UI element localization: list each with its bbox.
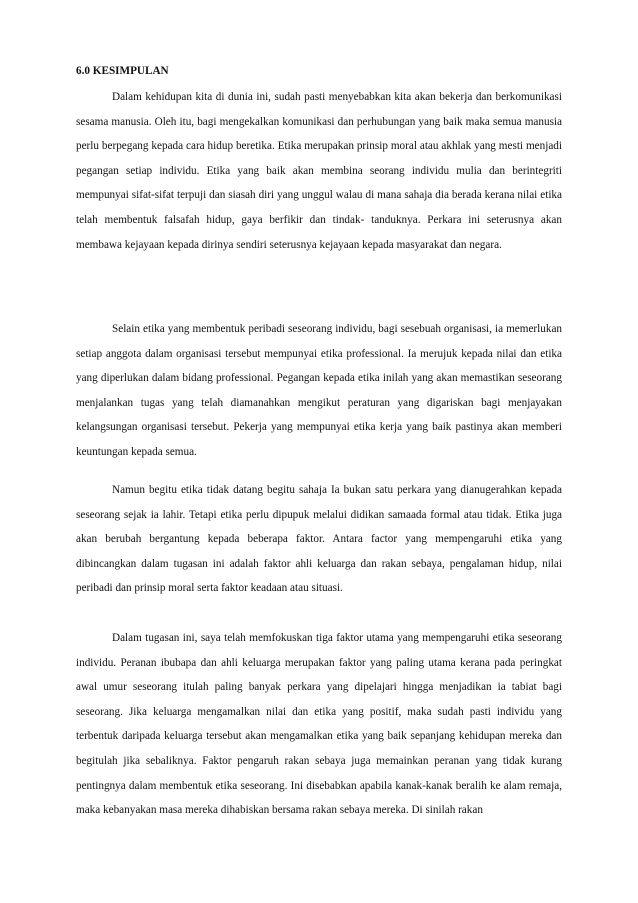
paragraph-4: Dalam tugasan ini, saya telah memfokuskan tiga faktor utama yang mempengaruhi etika seseorang individu. Peranan ibubapa dan ahli keluarga merupakan faktor yang paling utama kerana pada peringkat awal umur seseorang itulah paling banyak perkara yang dipelajari hingga menjadikan ia tabiat bagi seseorang. Jika keluarga mengamalkan nilai dan etika yang positif, maka sudah pasti individu yang terbentuk daripada keluarga tersebut akan mengamalkan etika yang baik sepanjang kehidupan mereka dan begitulah jika sebaliknya. Faktor pengaruh rakan sebaya juga memainkan peranan yang tidak kurang pentingnya dalam membentuk etika seseorang. Ini disebabkan apabila kanak-kanak beralih ke alam remaja, maka kebanyakan masa mereka dihabiskan bersama rakan sebaya mereka. Di sinilah rakan <box>76 632 562 817</box>
paragraph-2: Selain etika yang membentuk peribadi seseorang individu, bagi sesebuah organisasi, ia memerlukan setiap anggota dalam organisasi tersebut mempunyai etika professional. Ia merujuk kepada nilai dan etika yang diperlukan dalam bidang professional. Pegangan kepada etika inilah yang akan memastikan seseorang menjalankan tugas yang telah diamanahkan mengikut peraturan yang digariskan bagi menjayakan kelangsungan organisasi tersebut. Pekerja yang mempunyai etika kerja yang baik pastinya akan memberi keuntungan kepada semua. <box>76 323 562 458</box>
section-heading: 6.0 KESIMPULAN <box>76 65 169 77</box>
paragraph-3: Namun begitu etika tidak datang begitu sahaja Ia bukan satu perkara yang dianugerahkan kepada seseorang sejak ia lahir. Tetapi etika perlu dipupuk melalui didikan samaada formal atau tidak. Etika juga akan berubah bergantung kepada beberapa faktor. Antara factor yang mempengaruhi etika yang dibincangkan dalam tugasan ini adalah faktor ahli keluarga dan rakan sebaya, pengalaman hidup, nilai peribadi dan prinsip moral serta faktor keadaan atau situasi. <box>76 484 562 595</box>
paragraph-1: Dalam kehidupan kita di dunia ini, sudah pasti menyebabkan kita akan bekerja dan berkomunikasi sesama manusia. Oleh itu, bagi mengekalkan komunikasi dan perhubungan yang baik maka semua manusia perlu berpegang kepada cara hidup beretika. Etika merupakan prinsip moral atau akhlak yang mesti menjadi pegangan setiap individu. Etika yang baik akan membina seorang individu mulia dan berintegriti mempunyai sifat-sifat terpuji dan siasah diri yang unggul walau di mana sahaja dia berada kerana nilai etika telah membentuk falsafah hidup, gaya berfikir dan tindak- tanduknya. Perkara ini seterusnya akan membawa kejayaan kepada dirinya sendiri seterusnya kejayaan kepada masyarakat dan negara. <box>76 91 562 251</box>
